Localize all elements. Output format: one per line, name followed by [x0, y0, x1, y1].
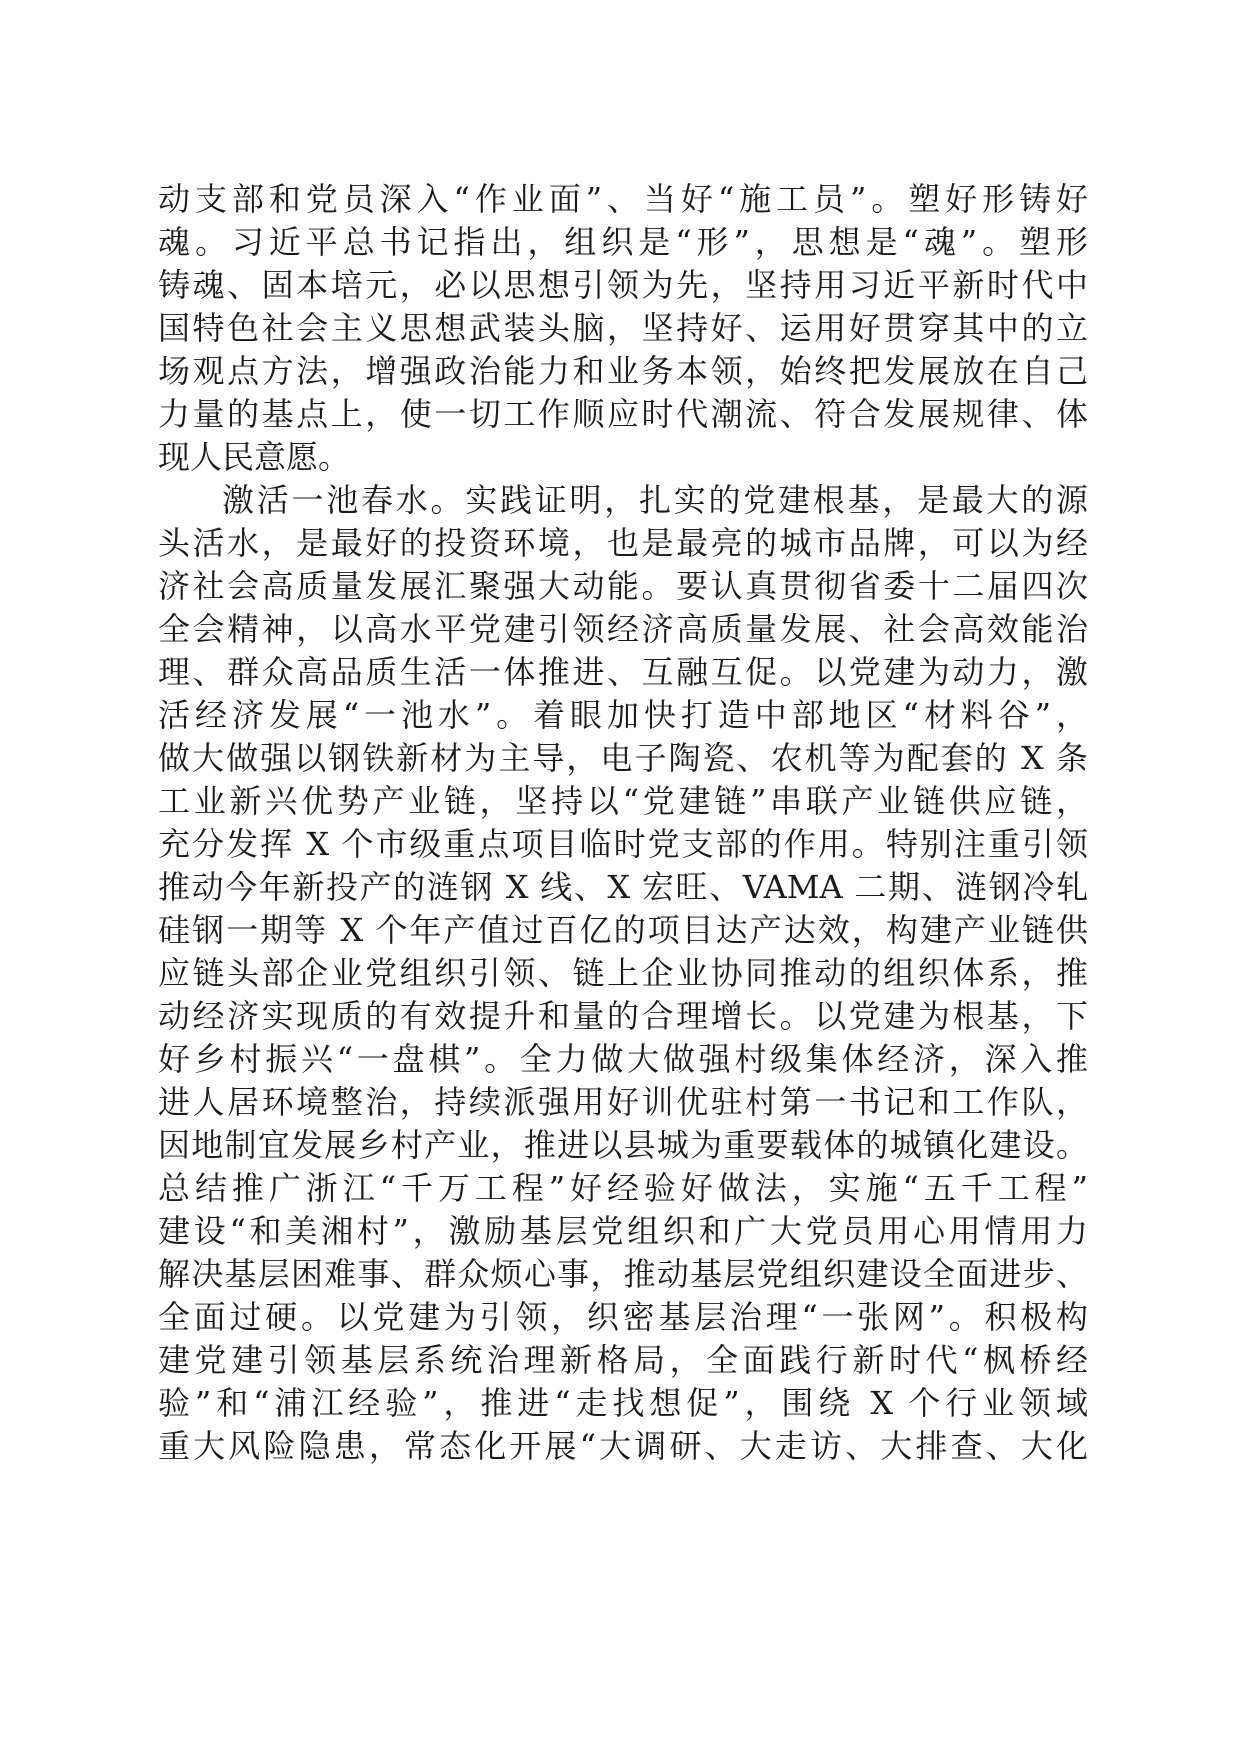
text-line: 活经济发展“一池水”。着眼加快打造中部地区“材料谷”， [158, 696, 1088, 734]
text-line: 进人居环境整治，持续派强用好训优驻村第一书记和工作队， [158, 1083, 1088, 1121]
text-line: 推动今年新投产的涟钢 X 线、X 宏旺、VAMA 二期、涟钢冷轧 [158, 868, 1088, 906]
text-line: 验”和“浦江经验”，推进“走找想促”，围绕 X 个行业领域 [158, 1384, 1088, 1422]
text-line: 因地制宜发展乡村产业，推进以县城为重要载体的城镇化建设。 [158, 1126, 1088, 1164]
text-line: 解决基层困难事、群众烦心事，推动基层党组织建设全面进步、 [158, 1255, 1088, 1293]
text-line: 建设“和美湘村”，激励基层党组织和广大党员用心用情用力 [158, 1212, 1088, 1250]
text-line: 激活一池春水。实践证明，扎实的党建根基，是最大的源 [222, 481, 1088, 519]
text-line: 重大风险隐患，常态化开展“大调研、大走访、大排查、大化 [158, 1427, 1088, 1465]
body-text [158, 178, 1088, 1468]
text-line: 硅钢一期等 X 个年产值过百亿的项目达产达效，构建产业链供 [158, 911, 1088, 949]
text-line: 魂。习近平总书记指出，组织是“形”，思想是“魂”。塑形 [158, 223, 1088, 261]
text-line: 充分发挥 X 个市级重点项目临时党支部的作用。特别注重引领 [158, 825, 1088, 863]
text-line: 全面过硬。以党建为引领，织密基层治理“一张网”。积极构 [158, 1298, 1088, 1336]
text-line: 动支部和党员深入“作业面”、当好“施工员”。塑好形铸好 [158, 180, 1088, 218]
text-line: 头活水，是最好的投资环境，也是最亮的城市品牌，可以为经 [158, 524, 1088, 562]
text-line: 总结推广浙江“千万工程”好经验好做法，实施“五千工程” [158, 1169, 1088, 1207]
text-line: 济社会高质量发展汇聚强大动能。要认真贯彻省委十二届四次 [158, 567, 1088, 605]
text-line: 全会精神，以高水平党建引领经济高质量发展、社会高效能治 [158, 610, 1088, 648]
text-line: 铸魂、固本培元，必以思想引领为先，坚持用习近平新时代中 [158, 266, 1088, 304]
text-line: 理、群众高品质生活一体推进、互融互促。以党建为动力，激 [158, 653, 1088, 691]
text-line: 应链头部企业党组织引领、链上企业协同推动的组织体系，推 [158, 954, 1088, 992]
text-line: 工业新兴优势产业链，坚持以“党建链”串联产业链供应链， [158, 782, 1088, 820]
text-line: 建党建引领基层系统治理新格局，全面践行新时代“枫桥经 [158, 1341, 1088, 1379]
text-line: 力量的基点上，使一切工作顺应时代潮流、符合发展规律、体 [158, 395, 1088, 433]
text-line: 场观点方法，增强政治能力和业务本领，始终把发展放在自己 [158, 352, 1088, 390]
text-line: 现人民意愿。 [158, 438, 351, 476]
text-line: 动经济实现质的有效提升和量的合理增长。以党建为根基，下 [158, 997, 1088, 1035]
text-line: 做大做强以钢铁新材为主导，电子陶瓷、农机等为配套的 X 条 [158, 739, 1088, 777]
text-line: 好乡村振兴“一盘棋”。全力做大做强村级集体经济，深入推 [158, 1040, 1088, 1078]
text-line: 国特色社会主义思想武装头脑，坚持好、运用好贯穿其中的立 [158, 309, 1088, 347]
